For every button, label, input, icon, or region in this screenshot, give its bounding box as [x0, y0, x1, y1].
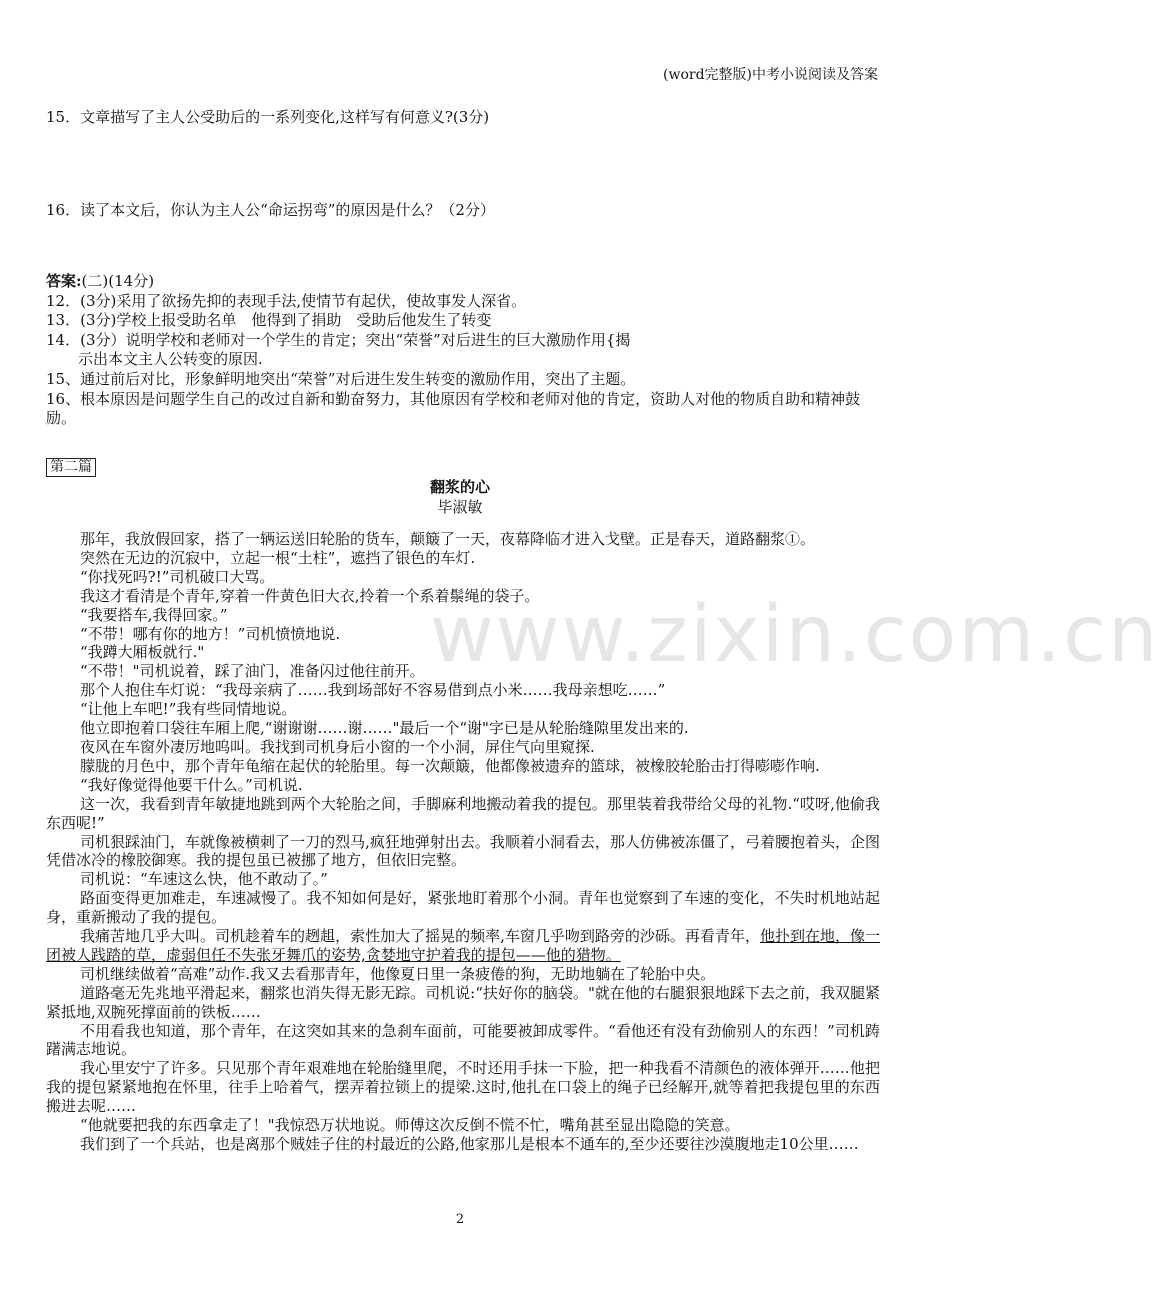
- story-paragraph: “不带！哪有你的地方！”司机愤愤地说.: [80, 624, 341, 643]
- watermark: www.zixin.com.cn: [430, 590, 1159, 680]
- story-paragraph: 我们到了一个兵站，也是离那个贼娃子住的村最近的公路,他家那儿是根本不通车的,至少还要往沙漠腹地走10公里……: [80, 1135, 859, 1153]
- story-paragraph: 司机狠踩油门，车就像被横刺了一刀的烈马,疯狂地弹射出去。我顺着小洞看去，那人仿佛被冻僵了，弓着腰抱着头，企图凭借冰冷的橡胶御寒。我的提包虽已被挪了地方，但依旧完整。: [46, 832, 880, 870]
- story-paragraph: 路面变得更加难走，车速减慢了。我不知如何是好，紧张地盯着那个小洞。青年也觉察到了车速的变化，不失时机地站起身，重新搬动了我的提包。: [46, 889, 880, 927]
- story-body: [46, 530, 880, 1154]
- page-number: 2: [455, 1212, 465, 1227]
- question-15: 15．文章描写了主人公受助后的一系列变化,这样写有何意义?(3分): [46, 108, 490, 126]
- question-16: 16．读了本文后，你认为主人公“命运拐弯”的原因是什么？（2分）: [46, 201, 495, 219]
- story-paragraph: “我蹲大厢板就行.": [80, 643, 205, 662]
- answer-16: 16、根本原因是问题学生自己的改过自新和勤奋努力，其他原因有学校和老师对他的肯定，资助人对他的物质自助和精神鼓励。: [46, 389, 861, 428]
- paragraph-lead: 我痛苦地几乎大叫。司机趁着车的趔趄，索性加大了摇晃的频率,车窗几乎吻到路旁的沙砾。再看青年，: [80, 927, 760, 946]
- story-paragraph: “我要搭车,我得回家。”: [80, 605, 228, 624]
- story-paragraph: 司机继续做着“高难”动作.我又去看那青年，他像夏日里一条疲倦的狗，无助地躺在了轮胎中央。: [80, 964, 716, 983]
- story-paragraph: 不用看我也知道，那个青年，在这突如其来的急刹车面前，可能要被卸成零件。“看他还有没有劲偷别人的东西！”司机踌躇满志地说。: [46, 1021, 880, 1059]
- story-paragraph: 我这才看清是个青年,穿着一件黄色旧大衣,拎着一个系着鬃绳的袋子。: [80, 586, 540, 605]
- story-paragraph: 司机说：“车速这么快，他不敢动了。”: [80, 870, 328, 889]
- story-paragraph: 那个人抱住车灯说：“我母亲病了……我到场部好不容易借到点小米……我母亲想吃……”: [80, 681, 666, 700]
- answer-block: [46, 272, 880, 429]
- answer-12: 12．(3分)采用了欲扬先抑的表现手法,使情节有起伏，使故事发人深省。: [46, 291, 527, 310]
- story-paragraph-underlined: [46, 927, 880, 965]
- section-tag: 第二篇: [46, 458, 96, 477]
- story-paragraph: “我好像觉得他要干什么。”司机说.: [80, 775, 303, 794]
- story-paragraph: 这一次，我看到青年敏捷地跳到两个大轮胎之间，手脚麻利地搬动着我的提包。那里装着我带给父母的礼物.“哎呀,他偷我东西呢!”: [46, 794, 880, 832]
- story-title: 翻浆的心: [429, 478, 490, 496]
- story-paragraph: 我心里安宁了许多。只见那个青年艰难地在轮胎缝里爬，不时还用手抹一下脸，把一种我看不清颜色的液体弹开……他把我的提包紧紧地抱在怀里，往手上哈着气，摆弄着拉锁上的提梁.这时,他扎在口袋上的绳子已经解开,就等着把我提包里的东西搬进去呢……: [46, 1059, 880, 1116]
- underlined-sentence: 他扑到在地，像一团被人践踏的草，虚弱但任不失张牙舞爪的姿势,贪婪地守护着我的提包——他的猎物。: [46, 927, 880, 964]
- answer-15: 15、通过前后对比，形象鲜明地突出“荣誉”对后进生发生转变的激励作用，突出了主题。: [46, 369, 636, 388]
- story-paragraph: “他就要把我的东西拿走了！"我惊恐万状地说。师傅这次反倒不慌不忙，嘴角甚至显出隐隐的笑意。: [80, 1116, 740, 1135]
- story-paragraph: “你找死吗?!”司机破口大骂。: [80, 567, 275, 586]
- story-paragraph: 突然在无边的沉寂中，立起一根“土柱”，遮挡了银色的车灯.: [80, 548, 476, 567]
- answer-13: 13．(3分)学校上报受助名单 他得到了捐助 受助后他发生了转变: [46, 311, 492, 330]
- story-paragraph: 他立即抱着口袋往车厢上爬,“谢谢谢……谢……"最后一个“谢"字已是从轮胎缝隙里发出来的.: [80, 719, 689, 738]
- story-paragraph: 夜风在车窗外凄厉地呜叫。我找到司机身后小窗的一个小洞，屏住气向里窥探.: [80, 737, 595, 756]
- answer-label-rest: (二)(14分): [81, 272, 155, 290]
- answer-label: 答案:: [46, 272, 82, 290]
- story-paragraph: “不带！"司机说着，踩了油门，准备闪过他往前开。: [80, 662, 425, 681]
- story-author: 毕淑敏: [437, 498, 483, 516]
- story-paragraph: “让他上车吧!”我有些同情地说。: [80, 700, 297, 719]
- answer-14-cont: 示出本文主人公转变的原因.: [78, 350, 263, 369]
- answer-heading: [46, 272, 880, 292]
- running-header: (word完整版)中考小说阅读及答案: [663, 67, 878, 83]
- story-paragraph: 那年，我放假回家，搭了一辆运送旧轮胎的货车，颠簸了一天，夜幕降临才进入戈壁。正是春天，道路翻浆①。: [80, 530, 816, 548]
- story-paragraph: 道路毫无先兆地平滑起来，翻浆也消失得无影无踪。司机说:“扶好你的脑袋。"就在他的右腿狠狠地踩下去之前，我双腿紧紧抵地,双腕死撑面前的铁板……: [46, 983, 880, 1021]
- story-paragraph: 朦胧的月色中，那个青年龟缩在起伏的轮胎里。每一次颠簸，他都像被遗弃的篮球，被橡胶轮胎击打得嘭嘭作响.: [80, 756, 820, 775]
- answer-14: 14．(3分）说明学校和老师对一个学生的肯定；突出“荣誉”对后进生的巨大激励作用{揭: [46, 330, 631, 349]
